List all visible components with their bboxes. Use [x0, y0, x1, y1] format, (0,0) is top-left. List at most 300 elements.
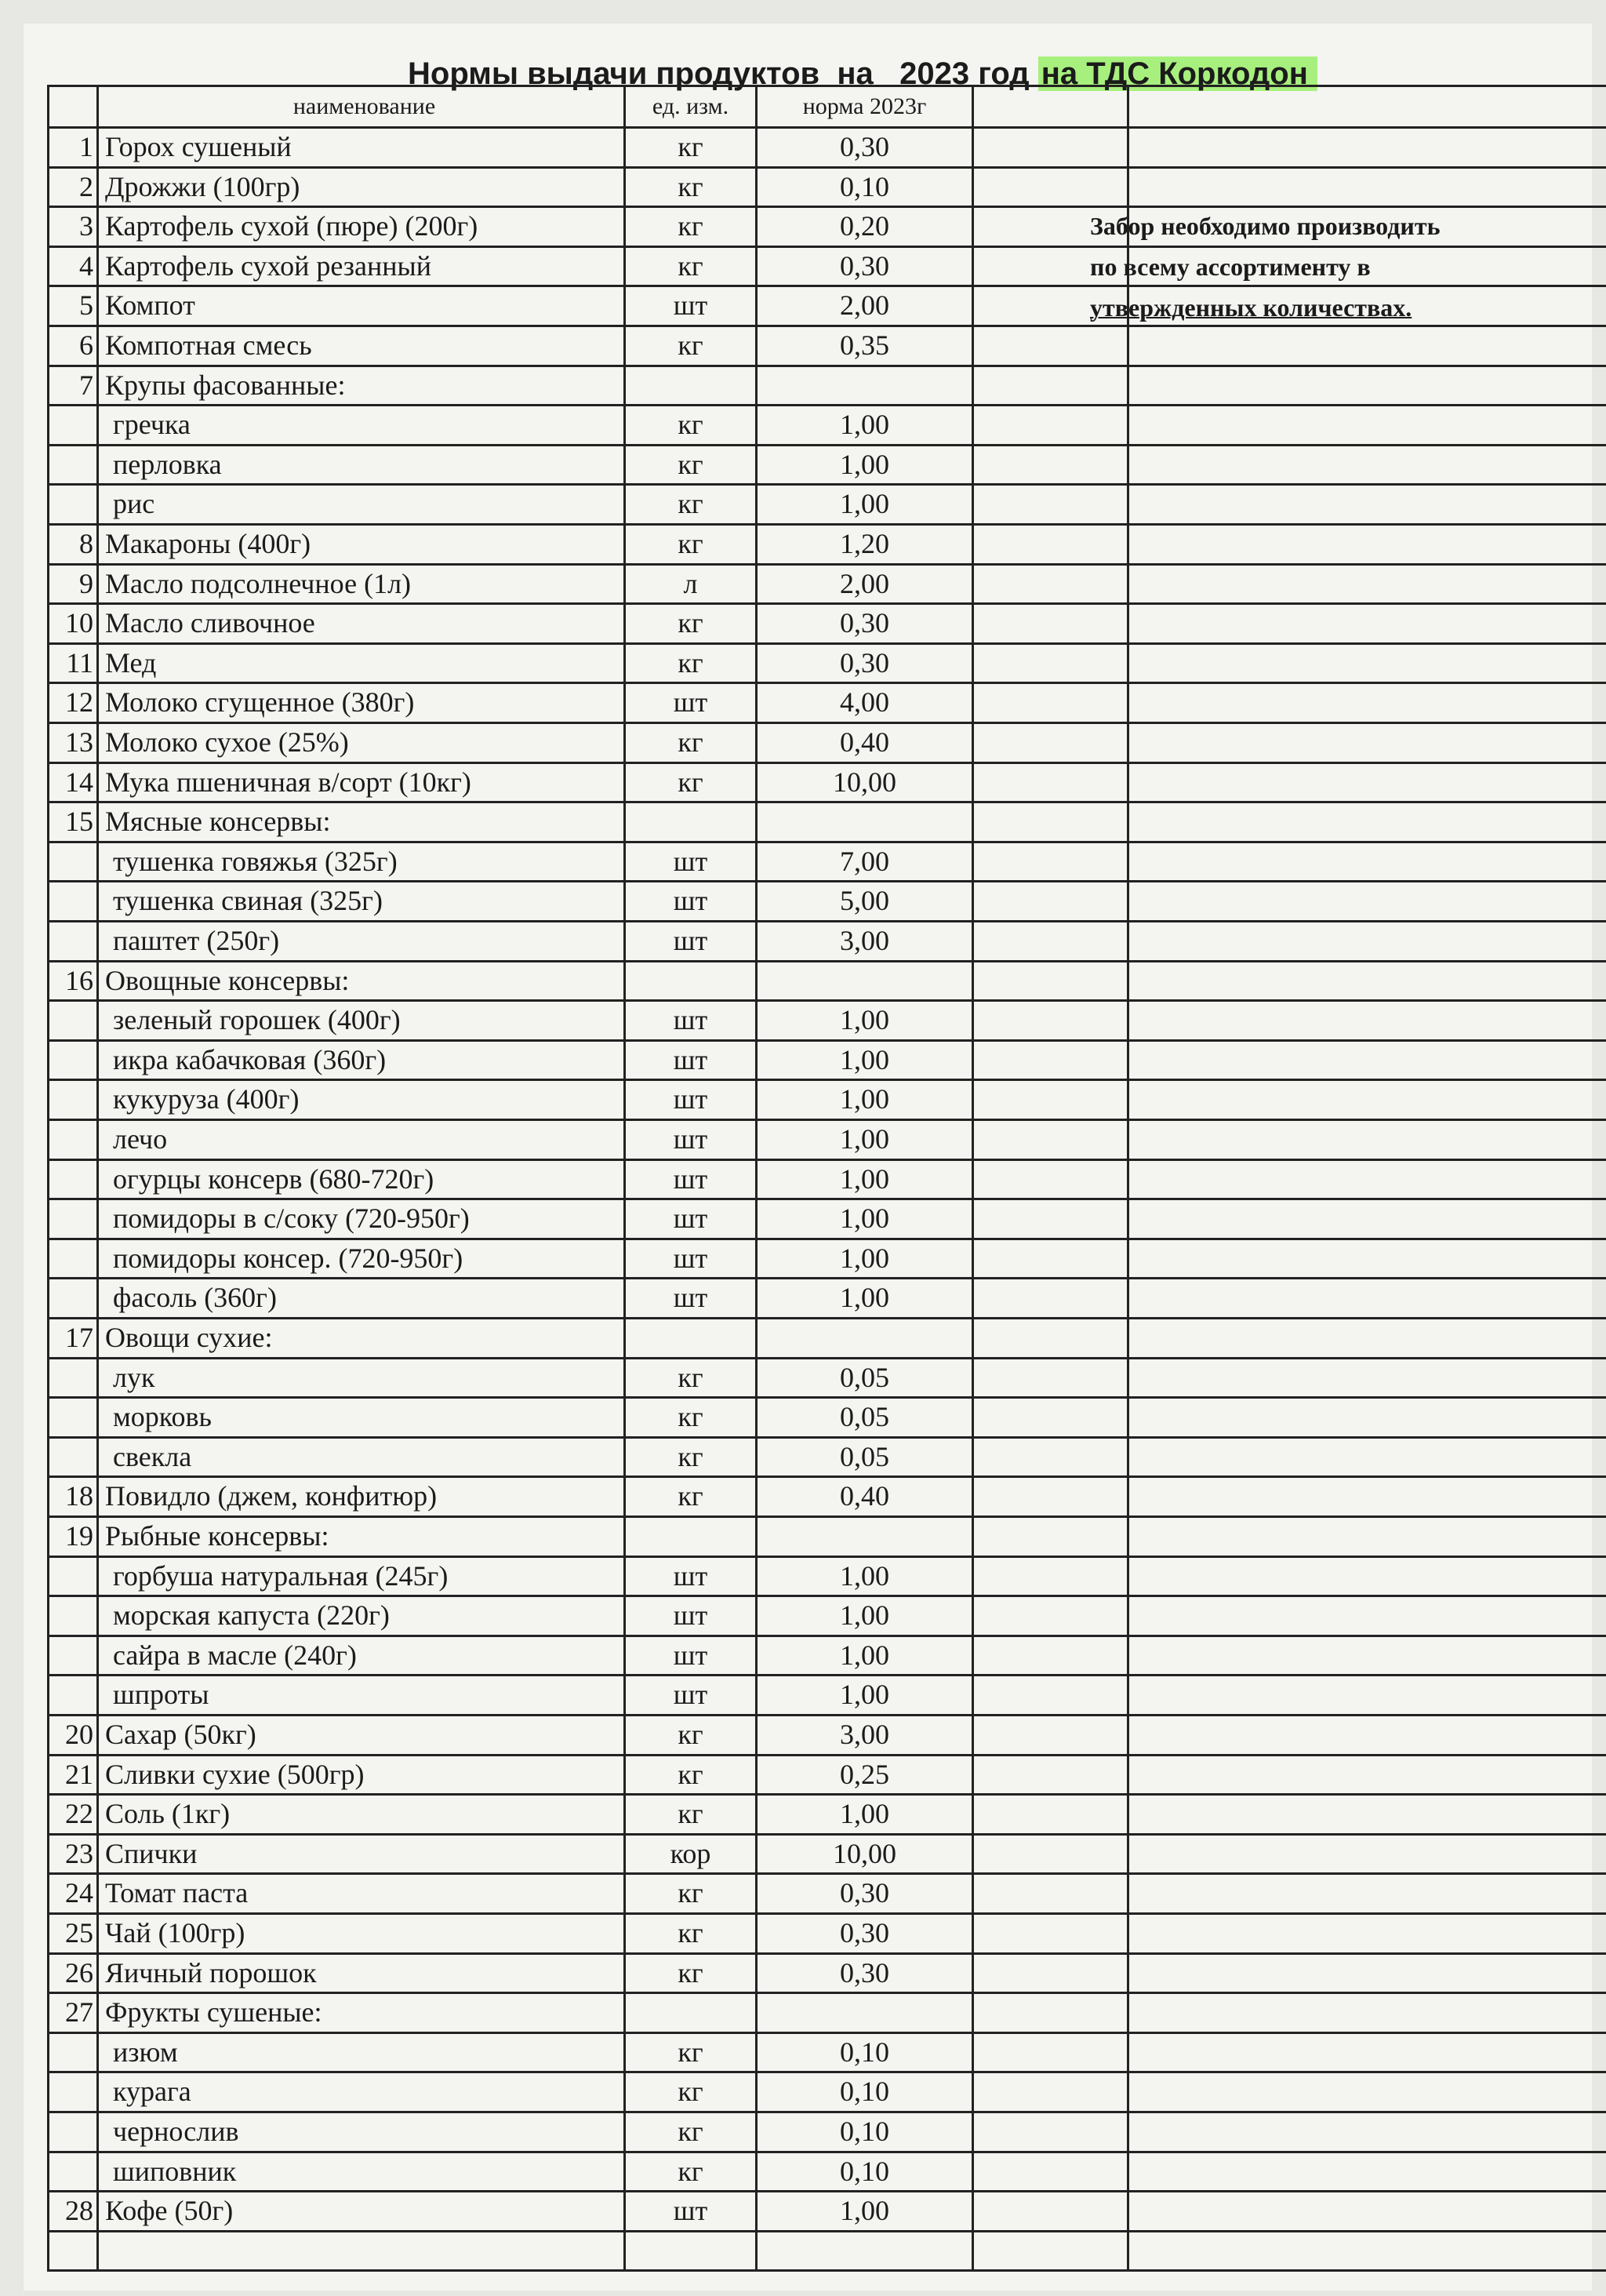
table-row — [47, 645, 1584, 685]
row-num — [47, 1399, 99, 1439]
row-unit: шт — [626, 1597, 758, 1637]
row-num: 4 — [47, 248, 99, 288]
row-extra — [974, 327, 1129, 367]
row-unit: кг — [626, 1478, 758, 1518]
row-name: морковь — [99, 1399, 626, 1439]
table-row — [47, 764, 1584, 804]
row-extra — [974, 1637, 1129, 1677]
row-name — [99, 2232, 626, 2272]
row-norm: 0,05 — [758, 1439, 974, 1479]
row-extra — [974, 2232, 1129, 2272]
row-unit: шт — [626, 1081, 758, 1121]
row-note — [1129, 526, 1606, 566]
row-unit: кг — [626, 1399, 758, 1439]
row-note — [1129, 2153, 1606, 2193]
row-note — [1129, 566, 1606, 606]
row-name: Повидло (джем, конфитюр) — [99, 1478, 626, 1518]
row-unit: шт — [626, 922, 758, 962]
table-row — [47, 1478, 1584, 1518]
row-norm: 0,30 — [758, 645, 974, 685]
row-note — [1129, 1042, 1606, 1082]
row-unit — [626, 367, 758, 407]
note-line-1: Забор необходимо производить — [1090, 212, 1441, 240]
row-extra — [974, 922, 1129, 962]
row-extra — [974, 1676, 1129, 1716]
row-unit: шт — [626, 684, 758, 724]
row-unit: шт — [626, 1240, 758, 1280]
row-unit: кг — [626, 2153, 758, 2193]
row-unit: кг — [626, 605, 758, 645]
note-line-3: утвержденных количествах. — [1090, 293, 1412, 322]
row-norm: 0,05 — [758, 1359, 974, 1399]
row-unit: кг — [626, 2034, 758, 2074]
row-num — [47, 2153, 99, 2193]
row-num: 19 — [47, 1518, 99, 1558]
row-extra — [974, 446, 1129, 486]
row-extra — [974, 882, 1129, 922]
row-unit: кг — [626, 248, 758, 288]
row-extra — [974, 684, 1129, 724]
table-row — [47, 367, 1584, 407]
row-note — [1129, 605, 1606, 645]
row-unit: шт — [626, 2192, 758, 2232]
row-note — [1129, 803, 1606, 843]
row-norm — [758, 2232, 974, 2272]
row-note — [1129, 486, 1606, 526]
header-name: наименование — [99, 85, 626, 129]
row-norm: 3,00 — [758, 922, 974, 962]
row-name: лук — [99, 1359, 626, 1399]
row-name: Яичный порошок — [99, 1955, 626, 1995]
row-extra — [974, 2153, 1129, 2193]
row-unit: кг — [626, 1875, 758, 1915]
row-unit: шт — [626, 1121, 758, 1161]
row-name: гречка — [99, 406, 626, 446]
row-name: Мясные консервы: — [99, 803, 626, 843]
row-num: 5 — [47, 287, 99, 327]
row-norm: 0,10 — [758, 169, 974, 209]
row-extra — [974, 2073, 1129, 2113]
table-row — [47, 1279, 1584, 1319]
row-num: 3 — [47, 208, 99, 248]
row-num: 8 — [47, 526, 99, 566]
row-unit — [626, 962, 758, 1002]
row-num — [47, 1200, 99, 1240]
table-row — [47, 2113, 1584, 2153]
row-note — [1129, 1597, 1606, 1637]
table-row — [47, 962, 1584, 1002]
row-note — [1129, 1716, 1606, 1756]
row-norm: 1,00 — [758, 1161, 974, 1201]
row-note — [1129, 1836, 1606, 1876]
row-unit: шт — [626, 1042, 758, 1082]
row-num — [47, 446, 99, 486]
table-row — [47, 327, 1584, 367]
row-unit: шт — [626, 843, 758, 883]
row-name: Сахар (50кг) — [99, 1716, 626, 1756]
table-row — [47, 1676, 1584, 1716]
row-note — [1129, 446, 1606, 486]
title-highlight: на ТДС Коркодон — [1038, 56, 1317, 91]
row-norm — [758, 367, 974, 407]
row-norm: 1,20 — [758, 526, 974, 566]
row-extra — [974, 1279, 1129, 1319]
row-note — [1129, 1756, 1606, 1796]
row-note — [1129, 843, 1606, 883]
row-note — [1129, 1518, 1606, 1558]
row-extra — [974, 1955, 1129, 1995]
row-extra — [974, 1161, 1129, 1201]
row-unit: кг — [626, 169, 758, 209]
row-extra — [974, 1875, 1129, 1915]
row-name: шпроты — [99, 1676, 626, 1716]
table-row — [47, 169, 1584, 209]
row-note — [1129, 367, 1606, 407]
row-note — [1129, 1558, 1606, 1598]
table-row — [47, 1081, 1584, 1121]
row-num: 13 — [47, 724, 99, 764]
row-extra — [974, 1796, 1129, 1836]
row-norm: 5,00 — [758, 882, 974, 922]
row-unit: кг — [626, 764, 758, 804]
row-norm: 1,00 — [758, 446, 974, 486]
row-unit: шт — [626, 1279, 758, 1319]
table-row — [47, 526, 1584, 566]
row-num — [47, 1676, 99, 1716]
row-norm: 0,10 — [758, 2153, 974, 2193]
row-norm: 0,10 — [758, 2073, 974, 2113]
row-num — [47, 1161, 99, 1201]
row-name: икра кабачковая (360г) — [99, 1042, 626, 1082]
table-row — [47, 1200, 1584, 1240]
row-extra — [974, 486, 1129, 526]
row-extra — [974, 1439, 1129, 1479]
row-name: рис — [99, 486, 626, 526]
row-extra — [974, 2034, 1129, 2074]
row-norm: 0,05 — [758, 1399, 974, 1439]
table-row — [47, 684, 1584, 724]
table-row — [47, 843, 1584, 883]
row-unit: л — [626, 566, 758, 606]
row-num: 18 — [47, 1478, 99, 1518]
row-unit — [626, 803, 758, 843]
row-name: помидоры в с/соку (720-950г) — [99, 1200, 626, 1240]
table-row — [47, 1955, 1584, 1995]
row-norm: 0,40 — [758, 724, 974, 764]
row-note — [1129, 1359, 1606, 1399]
row-extra — [974, 1994, 1129, 2034]
row-extra — [974, 169, 1129, 209]
row-note — [1129, 327, 1606, 367]
row-name: Фрукты сушеные: — [99, 1994, 626, 2034]
row-name: Компотная смесь — [99, 327, 626, 367]
row-norm: 1,00 — [758, 1676, 974, 1716]
row-extra — [974, 129, 1129, 169]
row-norm — [758, 803, 974, 843]
row-norm: 2,00 — [758, 566, 974, 606]
row-unit: кг — [626, 327, 758, 367]
row-extra — [974, 526, 1129, 566]
row-norm: 1,00 — [758, 1558, 974, 1598]
row-note — [1129, 1796, 1606, 1836]
row-norm: 1,00 — [758, 1200, 974, 1240]
row-unit: кг — [626, 645, 758, 685]
row-note — [1129, 2192, 1606, 2232]
row-norm — [758, 1994, 974, 2034]
row-num — [47, 1042, 99, 1082]
row-name: Мед — [99, 645, 626, 685]
row-note — [1129, 962, 1606, 1002]
table-row — [47, 1796, 1584, 1836]
row-num — [47, 1002, 99, 1042]
row-extra — [974, 1240, 1129, 1280]
row-norm: 0,25 — [758, 1756, 974, 1796]
table-row — [47, 1518, 1584, 1558]
row-note — [1129, 1399, 1606, 1439]
row-name: Сливки сухие (500гр) — [99, 1756, 626, 1796]
row-num: 2 — [47, 169, 99, 209]
row-name: Кофе (50г) — [99, 2192, 626, 2232]
row-unit: кг — [626, 1359, 758, 1399]
row-extra — [974, 2113, 1129, 2153]
row-extra — [974, 1002, 1129, 1042]
row-name: Спички — [99, 1836, 626, 1876]
table-row — [47, 1042, 1584, 1082]
row-num — [47, 1439, 99, 1479]
row-extra — [974, 1597, 1129, 1637]
row-name: Масло подсолнечное (1л) — [99, 566, 626, 606]
table-row — [47, 1875, 1584, 1915]
row-note — [1129, 1439, 1606, 1479]
table-row — [47, 1319, 1584, 1359]
row-extra — [974, 645, 1129, 685]
row-num — [47, 1359, 99, 1399]
row-name: Соль (1кг) — [99, 1796, 626, 1836]
row-num: 27 — [47, 1994, 99, 2034]
row-name: Крупы фасованные: — [99, 367, 626, 407]
row-name: свекла — [99, 1439, 626, 1479]
row-norm — [758, 1319, 974, 1359]
row-note — [1129, 1240, 1606, 1280]
row-num: 24 — [47, 1875, 99, 1915]
row-unit: кг — [626, 446, 758, 486]
row-unit: шт — [626, 1637, 758, 1677]
row-note — [1129, 1081, 1606, 1121]
row-norm: 0,10 — [758, 2113, 974, 2153]
row-extra — [974, 1915, 1129, 1955]
row-num: 22 — [47, 1796, 99, 1836]
row-name: Макароны (400г) — [99, 526, 626, 566]
row-note — [1129, 1676, 1606, 1716]
row-num: 10 — [47, 605, 99, 645]
row-name: Масло сливочное — [99, 605, 626, 645]
row-num: 7 — [47, 367, 99, 407]
row-name: чернослив — [99, 2113, 626, 2153]
row-note — [1129, 1994, 1606, 2034]
row-note — [1129, 1002, 1606, 1042]
row-unit: кг — [626, 1756, 758, 1796]
row-unit: кг — [626, 1915, 758, 1955]
row-unit: кор — [626, 1836, 758, 1876]
table-header-row — [47, 85, 1584, 129]
row-unit: кг — [626, 724, 758, 764]
table-row — [47, 1756, 1584, 1796]
row-extra — [974, 406, 1129, 446]
table-row — [47, 1240, 1584, 1280]
row-unit — [626, 2232, 758, 2272]
row-unit: кг — [626, 1796, 758, 1836]
row-norm: 1,00 — [758, 1081, 974, 1121]
table-row — [47, 1439, 1584, 1479]
row-name: Томат паста — [99, 1875, 626, 1915]
row-unit: шт — [626, 1200, 758, 1240]
table-row — [47, 1915, 1584, 1955]
row-extra — [974, 566, 1129, 606]
table-row — [47, 1002, 1584, 1042]
note-line-2: по всему ассортименту в — [1090, 253, 1371, 281]
row-unit: кг — [626, 486, 758, 526]
row-num — [47, 1240, 99, 1280]
row-norm: 0,30 — [758, 1955, 974, 1995]
row-num — [47, 922, 99, 962]
row-num — [47, 1558, 99, 1598]
row-num — [47, 882, 99, 922]
row-note — [1129, 684, 1606, 724]
row-name: Дрожжи (100гр) — [99, 169, 626, 209]
table-row — [47, 446, 1584, 486]
row-num — [47, 2073, 99, 2113]
row-extra — [974, 724, 1129, 764]
row-name: Чай (100гр) — [99, 1915, 626, 1955]
row-norm: 0,30 — [758, 1875, 974, 1915]
table-row — [47, 1597, 1584, 1637]
row-extra — [974, 1518, 1129, 1558]
row-norm: 1,00 — [758, 406, 974, 446]
row-unit: кг — [626, 129, 758, 169]
row-unit: кг — [626, 526, 758, 566]
row-unit: кг — [626, 406, 758, 446]
table-row — [47, 1637, 1584, 1677]
row-note — [1129, 406, 1606, 446]
row-norm: 1,00 — [758, 1279, 974, 1319]
row-unit — [626, 1319, 758, 1359]
row-num: 17 — [47, 1319, 99, 1359]
row-unit: шт — [626, 1676, 758, 1716]
row-name: паштет (250г) — [99, 922, 626, 962]
row-unit: кг — [626, 1716, 758, 1756]
row-unit: шт — [626, 287, 758, 327]
row-extra — [974, 1478, 1129, 1518]
table-row — [47, 2232, 1584, 2272]
row-note — [1129, 764, 1606, 804]
row-name: Молоко сухое (25%) — [99, 724, 626, 764]
row-name: зеленый горошек (400г) — [99, 1002, 626, 1042]
row-num: 1 — [47, 129, 99, 169]
row-extra — [974, 605, 1129, 645]
row-norm: 0,40 — [758, 1478, 974, 1518]
row-num: 21 — [47, 1756, 99, 1796]
row-norm: 0,10 — [758, 2034, 974, 2074]
row-extra — [974, 1081, 1129, 1121]
table-row — [47, 2034, 1584, 2074]
row-norm: 1,00 — [758, 2192, 974, 2232]
row-norm: 4,00 — [758, 684, 974, 724]
table-row — [47, 1558, 1584, 1598]
row-norm: 1,00 — [758, 1042, 974, 1082]
table-row — [47, 882, 1584, 922]
row-norm: 1,00 — [758, 1121, 974, 1161]
row-name: курага — [99, 2073, 626, 2113]
row-extra — [974, 1121, 1129, 1161]
table-row — [47, 1121, 1584, 1161]
row-norm: 0,30 — [758, 1915, 974, 1955]
row-extra — [974, 962, 1129, 1002]
row-num: 12 — [47, 684, 99, 724]
row-norm: 0,35 — [758, 327, 974, 367]
table-row — [47, 724, 1584, 764]
row-norm: 1,00 — [758, 1002, 974, 1042]
row-norm: 1,00 — [758, 1637, 974, 1677]
row-name: огурцы консерв (680-720г) — [99, 1161, 626, 1201]
row-num: 15 — [47, 803, 99, 843]
row-name: сайра в масле (240г) — [99, 1637, 626, 1677]
row-name: Мука пшеничная в/сорт (10кг) — [99, 764, 626, 804]
table-row — [47, 129, 1584, 169]
row-unit — [626, 1518, 758, 1558]
row-norm: 7,00 — [758, 843, 974, 883]
table-row — [47, 1359, 1584, 1399]
row-norm: 0,30 — [758, 248, 974, 288]
table-row — [47, 2192, 1584, 2232]
row-name: фасоль (360г) — [99, 1279, 626, 1319]
row-name: лечо — [99, 1121, 626, 1161]
row-num — [47, 406, 99, 446]
row-name: морская капуста (220г) — [99, 1597, 626, 1637]
row-num: 11 — [47, 645, 99, 685]
row-name: Рыбные консервы: — [99, 1518, 626, 1558]
table-row — [47, 2073, 1584, 2113]
row-num — [47, 1121, 99, 1161]
row-norm: 1,00 — [758, 486, 974, 526]
row-note — [1129, 645, 1606, 685]
header-norm: норма 2023г — [758, 85, 974, 129]
row-extra — [974, 1836, 1129, 1876]
row-extra — [974, 803, 1129, 843]
row-extra — [974, 1399, 1129, 1439]
row-name: Овощи сухие: — [99, 1319, 626, 1359]
row-num — [47, 2113, 99, 2153]
row-name: тушенка свиная (325г) — [99, 882, 626, 922]
row-note — [1129, 1955, 1606, 1995]
row-unit: кг — [626, 1439, 758, 1479]
row-name: тушенка говяжья (325г) — [99, 843, 626, 883]
table-row — [47, 605, 1584, 645]
table-row — [47, 803, 1584, 843]
table-row — [47, 566, 1584, 606]
row-norm: 0,30 — [758, 129, 974, 169]
table-row — [47, 1399, 1584, 1439]
row-name: Компот — [99, 287, 626, 327]
row-name: шиповник — [99, 2153, 626, 2193]
table-row — [47, 1994, 1584, 2034]
table-row — [47, 1716, 1584, 1756]
header-num — [47, 85, 99, 129]
row-name: Молоко сгущенное (380г) — [99, 684, 626, 724]
table-row — [47, 1836, 1584, 1876]
row-note — [1129, 1161, 1606, 1201]
row-num — [47, 1279, 99, 1319]
header-extra — [974, 85, 1129, 129]
